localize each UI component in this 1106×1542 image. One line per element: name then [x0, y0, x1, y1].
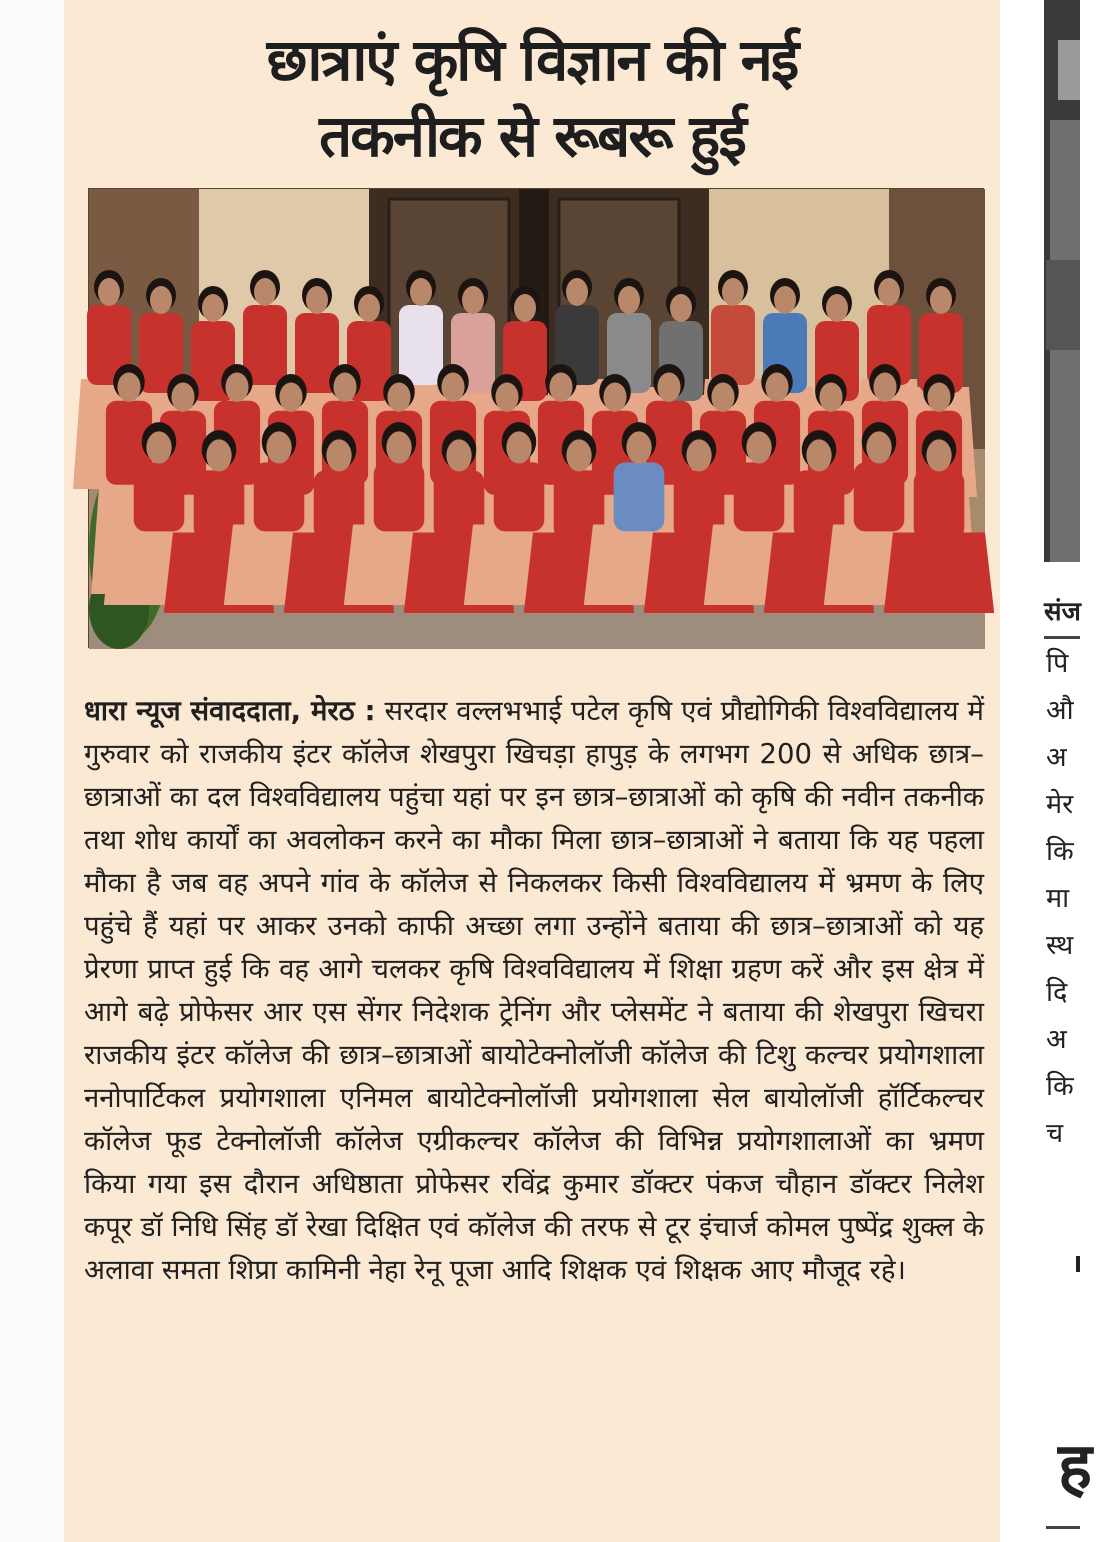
group-photo — [88, 188, 984, 648]
article-dateline: धारा न्यूज संवाददाता, मेरठ : — [84, 695, 376, 727]
adjacent-text-line: मा — [1046, 883, 1070, 914]
adjacent-text-line: अ — [1046, 1024, 1067, 1055]
adjacent-photo — [1044, 0, 1080, 562]
article-body — [84, 690, 984, 1292]
news-article — [64, 0, 1000, 1542]
adjacent-headline-fragment: ह — [1058, 1430, 1092, 1504]
adjacent-text-line: अ — [1046, 742, 1067, 773]
adjacent-text-line: कि — [1046, 1071, 1074, 1102]
headline-line-1: छात्राएं कृषि विज्ञान की नई — [266, 26, 798, 94]
group-photo-illustration — [89, 189, 985, 649]
adjacent-text — [1046, 640, 1106, 1157]
adjacent-text-line: स्थ — [1046, 930, 1074, 961]
headline-line-2: तकनीक से रूबरू हुई — [319, 102, 745, 170]
adjacent-bullet — [1076, 1256, 1080, 1272]
adjacent-rule — [1044, 636, 1080, 639]
adjacent-text-line: च — [1046, 1118, 1064, 1149]
adjacent-column — [1000, 0, 1080, 1542]
adjacent-text-line: दि — [1046, 977, 1068, 1008]
adjacent-caption: संज — [1044, 597, 1081, 627]
article-text: सरदार वल्लभभाई पटेल कृषि एवं प्रौद्योगिकी विश्वविद्यालय में गुरुवार को राजकीय इंटर कॉलेज शेखपुरा खिचड़ा हापुड़ के लगभग 200 से अधिक छात्र–छात्राओं का दल विश्वविद्यालय पहुंचा यहां पर इन छात्र–छात्राओं को कृषि की नवीन तकनीक तथा शोध कार्यों का अवलोकन करने का मौका मिला छात्र–छात्राओं ने बताया कि यह पहला मौका है जब वह अपने गांव के कॉलेज से निकलकर किसी विश्वविद्यालय में भ्रमण के लिए पहुंचे हैं यहां पर आकर उनको काफी अच्छा लगा उन्होंने बताया की छात्र–छात्राओं को यह प्रेरणा प्राप्त हुई कि वह आगे चलकर कृषि विश्वविद्यालय में शिक्षा ग्रहण करें और इस क्षेत्र में आगे बढ़े प्रोफेसर आर एस सेंगर निदेशक ट्रेनिंग और प्लेसमेंट ने बताया की शेखपुरा खिचरा राजकीय इंटर कॉलेज की छात्र–छात्राओं बायोटेक्नोलॉजी कॉलेज की टिशु कल्चर प्रयोगशाला ननोपार्टिकल प्रयोगशाला एनिमल बायोटेक्नोलॉजी प्रयोगशाला सेल बायोलॉजी हॉर्टिकल्चर कॉलेज फूड टेक्नोलॉजी कॉलेज एग्रीकल्चर कॉलेज की विभिन्न प्रयोगशालाओं का भ्रमण किया गया इस दौरान अधिष्ठाता प्रोफेसर रविंद्र कुमार डॉक्टर पंकज चौहान डॉक्टर निलेश कपूर डॉ निधि सिंह डॉ रेखा दिक्षित एवं कॉलेज की तरफ से टूर इंचार्ज कोमल पुष्पेंद्र शुक्ल के अलावा समता शिप्रा कामिनी नेहा रेनू पूजा आदि शिक्षक एवं शिक्षक आए मौजूद रहे। — [84, 695, 984, 1286]
adjacent-text-line: पि — [1046, 648, 1069, 679]
adjacent-text-line: कि — [1046, 836, 1074, 867]
left-margin — [0, 0, 64, 1542]
adjacent-text-line: मेर — [1046, 789, 1074, 820]
adjacent-bottom-rule — [1046, 1526, 1080, 1529]
article-headline — [64, 22, 1000, 174]
adjacent-text-line: औ — [1046, 695, 1074, 726]
